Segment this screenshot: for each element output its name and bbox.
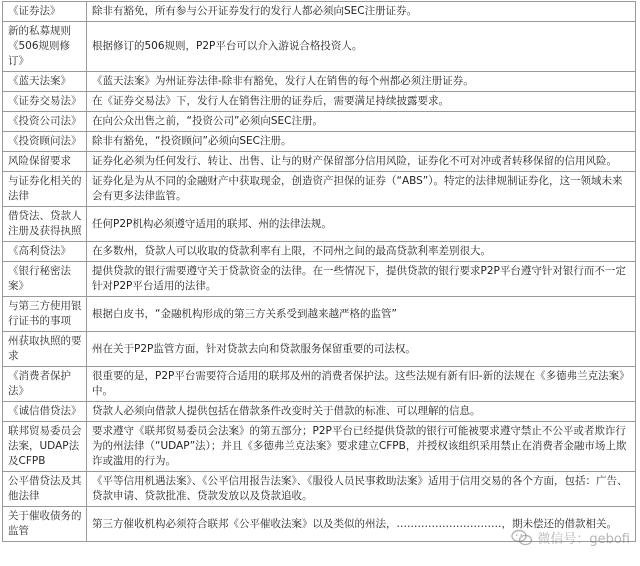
- table-row: [3, 152, 636, 172]
- law-description-cell: 在向公众出售之前，“投资公司”必须向SEC注册。: [87, 112, 636, 132]
- law-description-cell: 在《证券交易法》下，发行人在销售注册的证券后，需要满足持续披露要求。: [87, 92, 636, 112]
- table-row: [3, 472, 636, 507]
- law-name-cell: 《高利贷法》: [3, 242, 87, 262]
- table-row: [3, 402, 636, 422]
- law-name-cell: 与证券化相关的法律: [3, 172, 87, 207]
- law-description-cell: 根据修订的506规则，P2P平台可以介入游说合格投资人。: [87, 22, 636, 72]
- law-name-cell: 《投资顾问法》: [3, 132, 87, 152]
- law-name-cell: 《蓝天法案》: [3, 72, 87, 92]
- table-row: [3, 242, 636, 262]
- table-row: [3, 507, 636, 542]
- law-description-cell: 任何P2P机构必须遵守适用的联邦、州的法律法规。: [87, 207, 636, 242]
- law-description-cell: 《平等信用机遇法案》、《公平信用报告法案》、《服役人员民事救助法案》适用于信用交易的各个方面，包括：广告、贷款申请、贷款批准、贷款发放以及贷款追收。: [87, 472, 636, 507]
- table-row: [3, 92, 636, 112]
- law-name-cell: 联邦贸易委员会法案，UDAP法及CFPB: [3, 422, 87, 472]
- law-name-cell: 《证券法》: [3, 2, 87, 22]
- table-row: [3, 2, 636, 22]
- watermark-text: 微信号：gebofi: [537, 532, 630, 547]
- law-name-cell: 关于催收债务的监管: [3, 507, 87, 542]
- law-name-cell: 公平借贷法及其他法律: [3, 472, 87, 507]
- table-row: [3, 262, 636, 297]
- table-row: [3, 207, 636, 242]
- law-name-cell: 借贷法、贷款人注册及获得执照: [3, 207, 87, 242]
- law-description-cell: 除非有豁免，所有参与公开证券发行的发行人都必须向SEC注册证券。: [87, 2, 636, 22]
- law-description-cell: 很重要的是，P2P平台需要符合适用的联邦及州的消费者保护法。这些法规有新有旧-新的法规在《多德弗兰克法案》中。: [87, 367, 636, 402]
- law-name-cell: 《诚信借贷法》: [3, 402, 87, 422]
- law-name-cell: 《证券交易法》: [3, 92, 87, 112]
- table-row: [3, 332, 636, 367]
- table-row: [3, 297, 636, 332]
- law-name-cell: 与第三方使用银行证书的事项: [3, 297, 87, 332]
- law-description-cell: 证券化必须为任何发行、转让、出售、让与的财产保留部分信用风险，证券化不可对冲或者转移保留的信用风险。: [87, 152, 636, 172]
- table-row: [3, 367, 636, 402]
- law-description-cell: 《蓝天法案》为州证券法律-除非有豁免，发行人在销售的每个州都必须注册证券。: [87, 72, 636, 92]
- law-description-cell: 除非有豁免，“投资顾问”必须向SEC注册。: [87, 132, 636, 152]
- law-description-cell: 提供贷款的银行需要遵守关于贷款资金的法律。在一些情况下，提供贷款的银行要求P2P平台遵守针对银行而不一定针对P2P平台适用的法律。: [87, 262, 636, 297]
- law-name-cell: 《投资公司法》: [3, 112, 87, 132]
- law-description-cell: 证券化是为从不同的金融财产中获取现金，创造资产担保的证券（“ABS”）。特定的法律规制证券化，这一领域未来会有更多法律监管。: [87, 172, 636, 207]
- table-row: [3, 172, 636, 207]
- law-name-cell: 《消费者保护法》: [3, 367, 87, 402]
- table-row: [3, 132, 636, 152]
- law-description-cell: 要求遵守《联邦贸易委员会法案》的第五部分；P2P平台已经提供贷款的银行可能被要求遵守禁止不公平或者欺诈行为的州法律（“UDAP”法）；并且《多德弗兰克法案》要求建立CFPB，并授权该组织采用禁止在消费者金融市场上欺诈或滥用的行为。: [87, 422, 636, 472]
- law-description-cell: 第三方催收机构必须符合联邦《公平催收法案》以及类似的州法，…………………………，期未偿还的借款相关。: [87, 507, 636, 542]
- table-row: [3, 422, 636, 472]
- law-description-cell: 州在关于P2P监管方面，针对贷款去向和贷款服务保留重要的司法权。: [87, 332, 636, 367]
- table-row: [3, 72, 636, 92]
- law-name-cell: 《银行秘密法案》: [3, 262, 87, 297]
- law-name-cell: 新的私募规则《506规则修订》: [3, 22, 87, 72]
- document-page: [2, 1, 636, 565]
- table-row: [3, 112, 636, 132]
- table-row: [3, 22, 636, 72]
- law-description-cell: 根据白皮书，“金融机构形成的第三方关系受到越来越严格的监管”: [87, 297, 636, 332]
- law-table: [2, 1, 636, 542]
- law-description-cell: 在多数州，贷款人可以收取的贷款利率有上限，不同州之间的最高贷款利率差别很大。: [87, 242, 636, 262]
- law-table-body: [3, 2, 636, 542]
- law-name-cell: 风险保留要求: [3, 152, 87, 172]
- law-description-cell: 贷款人必须向借款人提供包括在借款条件改变时关于借款的标准、可以理解的信息。: [87, 402, 636, 422]
- law-name-cell: 州获取执照的要求: [3, 332, 87, 367]
